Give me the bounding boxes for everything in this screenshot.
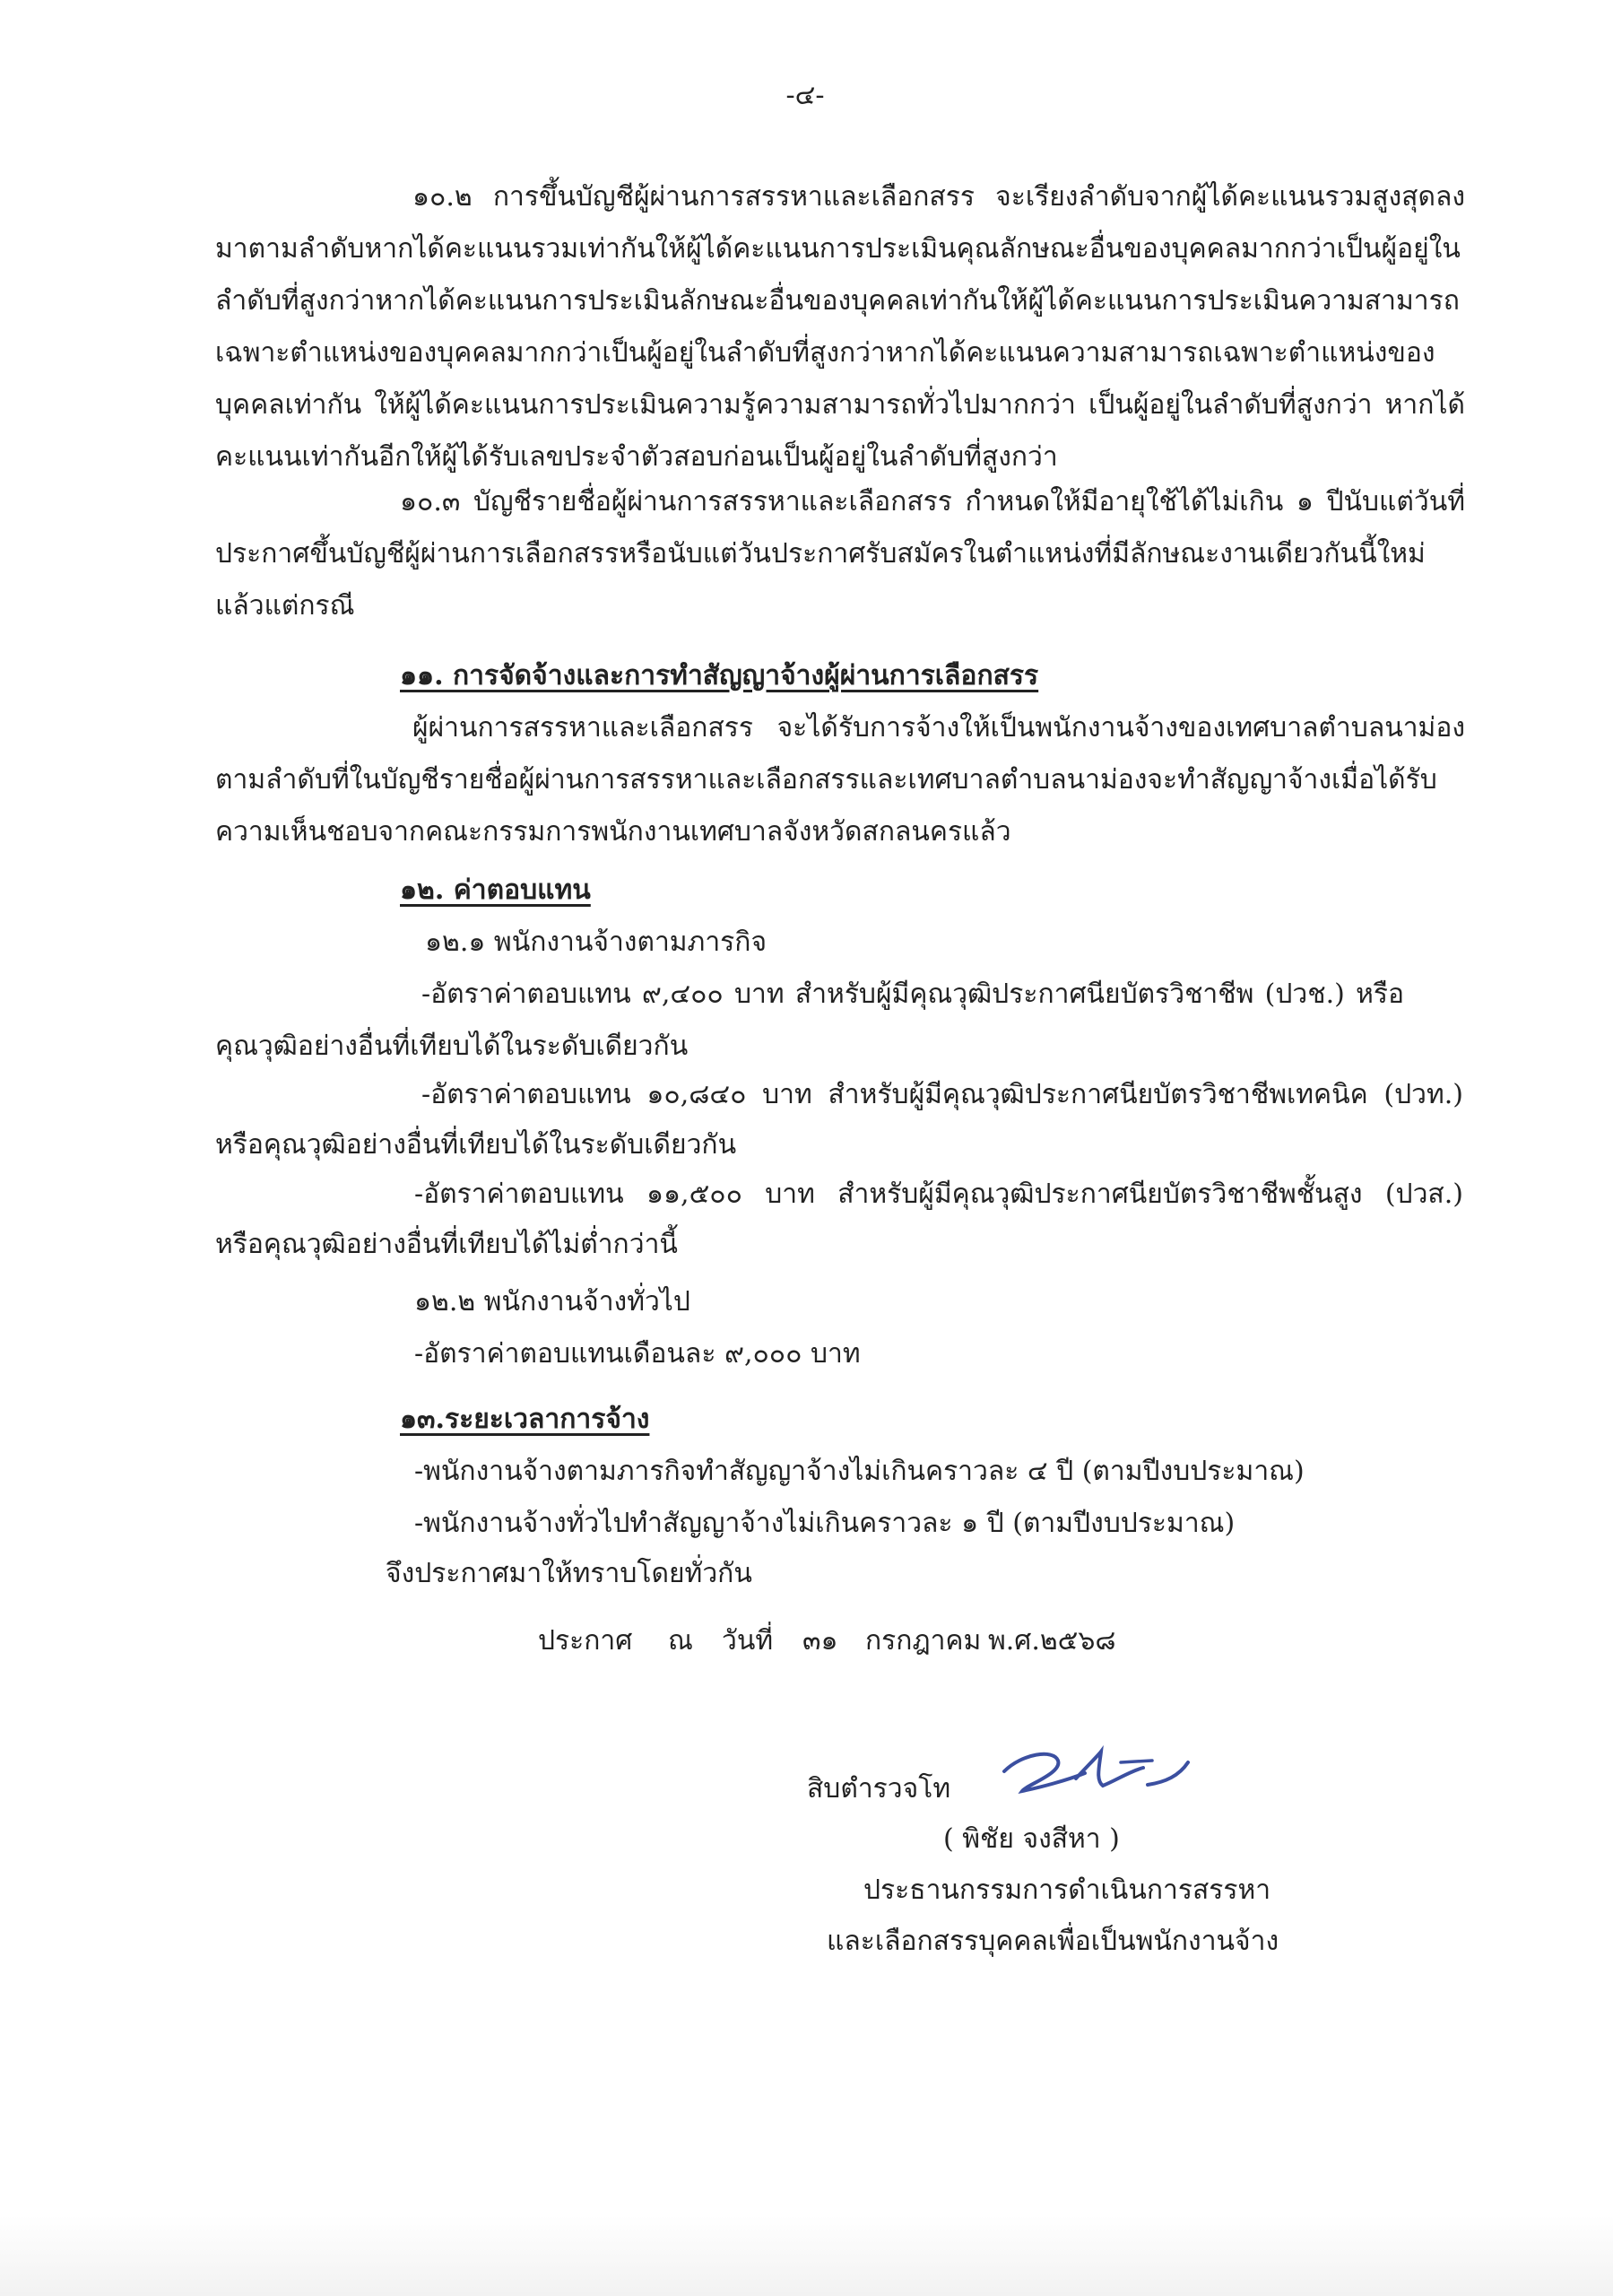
section10-3-line2: ประกาศขึ้นบัญชีผู้ผ่านการเลือกสรรหรือนับแต่วันประกาศรับสมัครในตำแหน่งที่มีลักษณะงานเดียวกันนี้ใหม่: [215, 538, 1426, 570]
announce-year: พ.ศ.๒๕๖๘: [988, 1625, 1116, 1657]
section11-line2: ตามลำดับที่ในบัญชีรายชื่อผู้ผ่านการสรรหาและเลือกสรรและเทศบาลตำบลนาม่องจะทำสัญญาจ้างเมื่อได้รับ: [215, 764, 1437, 796]
page-number: -๔-: [785, 80, 825, 111]
announce-at: ณ: [668, 1625, 693, 1657]
section12-rate3-line1: -อัตราค่าตอบแทน ๑๑,๕๐๐ บาท สำหรับผู้มีคุณวุฒิประกาศนียบัตรวิชาชีพชั้นสูง (ปวส.): [414, 1178, 1463, 1210]
handwritten-signature: [986, 1735, 1219, 1807]
page-bottom-shading: [0, 2215, 1613, 2296]
section10-3-line3: แล้วแต่กรณี: [215, 590, 355, 622]
section12-rate1-line1: -อัตราค่าตอบแทน ๙,๔๐๐ บาท สำหรับผู้มีคุณวุฒิประกาศนียบัตรวิชาชีพ (ปวช.) หรือ: [421, 978, 1404, 1010]
section10-2-line2: มาตามลำดับหากได้คะแนนรวมเท่ากันให้ผู้ได้คะแนนการประเมินคุณลักษณะอื่นของบุคคลมากกว่าเป็นผู้อยู่ใน: [215, 233, 1461, 265]
section13-heading: ๑๓.ระยะเวลาการจ้าง: [400, 1404, 650, 1435]
section12-rate2-line2: หรือคุณวุฒิอย่างอื่นที่เทียบได้ในระดับเดียวกัน: [215, 1129, 737, 1161]
section12-rate2-line1: -อัตราค่าตอบแทน ๑๐,๘๔๐ บาท สำหรับผู้มีคุณวุฒิประกาศนียบัตรวิชาชีพเทคนิค (ปวท.): [421, 1079, 1463, 1110]
section11-line3: ความเห็นชอบจากคณะกรรมการพนักงานเทศบาลจังหวัดสกลนครแล้ว: [215, 816, 1011, 848]
section10-2-line1: ๑๐.๒ การขึ้นบัญชีผู้ผ่านการสรรหาและเลือกสรร จะเรียงลำดับจากผู้ได้คะแนนรวมสูงสุดลง: [412, 181, 1465, 213]
section12-rate1-line2: คุณวุฒิอย่างอื่นที่เทียบได้ในระดับเดียวกัน: [215, 1031, 689, 1062]
section10-2-line3: ลำดับที่สูงกว่าหากได้คะแนนการประเมินลักษณะอื่นของบุคคลเท่ากันให้ผู้ได้คะแนนการประเมินความสามารถ: [215, 285, 1460, 317]
section13-item1: -พนักงานจ้างตามภารกิจทำสัญญาจ้างไม่เกินคราวละ ๔ ปี (ตามปีงบประมาณ): [414, 1456, 1305, 1487]
section11-heading: ๑๑. การจัดจ้างและการทำสัญญาจ้างผู้ผ่านการเลือกสรร: [400, 660, 1039, 691]
signer-rank: สิบตำรวจโท: [807, 1773, 951, 1805]
section12-heading: ๑๒. ค่าตอบแทน: [400, 874, 591, 906]
section12-rate3-line2: หรือคุณวุฒิอย่างอื่นที่เทียบได้ไม่ต่ำกว่านี้: [215, 1229, 678, 1260]
announce-label: ประกาศ: [538, 1625, 633, 1657]
signer-title-line2: และเลือกสรรบุคคลเพื่อเป็นพนักงานจ้าง: [827, 1926, 1279, 1957]
section13-item2: -พนักงานจ้างทั่วไปทำสัญญาจ้างไม่เกินคราวละ ๑ ปี (ตามปีงบประมาณ): [414, 1508, 1236, 1539]
section10-2-line4: เฉพาะตำแหน่งของบุคคลมากกว่าเป็นผู้อยู่ในลำดับที่สูงกว่าหากได้คะแนนความสามารถเฉพาะตำแหน่งของ: [215, 337, 1435, 369]
announce-month: กรกฎาคม: [865, 1625, 982, 1657]
section10-2-line6: คะแนนเท่ากันอีกให้ผู้ได้รับเลขประจำตัวสอบก่อนเป็นผู้อยู่ในลำดับที่สูงกว่า: [215, 441, 1058, 473]
announce-day: ๓๑: [802, 1625, 838, 1657]
signer-name: ( พิชัย จงสีหา ): [943, 1823, 1120, 1855]
section10-2-line5: บุคคลเท่ากัน ให้ผู้ได้คะแนนการประเมินความรู้ความสามารถทั่วไปมากกว่า เป็นผู้อยู่ในลำดับที่สูงกว่า หากได้: [215, 389, 1465, 421]
closing-statement: จึงประกาศมาให้ทราบโดยทั่วกัน: [386, 1558, 752, 1589]
section10-3-line1: ๑๐.๓ บัญชีรายชื่อผู้ผ่านการสรรหาและเลือกสรร กำหนดให้มีอายุใช้ได้ไม่เกิน ๑ ปีนับแต่วันที่: [400, 486, 1465, 517]
signer-title-line1: ประธานกรรมการดำเนินการสรรหา: [863, 1874, 1271, 1906]
section12-2-rate: -อัตราค่าตอบแทนเดือนละ ๙,๐๐๐ บาท: [414, 1338, 861, 1370]
announce-day-label: วันที่: [722, 1625, 774, 1657]
section12-1-title: ๑๒.๑ พนักงานจ้างตามภารกิจ: [425, 926, 767, 958]
section11-line1: ผู้ผ่านการสรรหาและเลือกสรร จะได้รับการจ้างให้เป็นพนักงานจ้างของเทศบาลตำบลนาม่อง: [412, 712, 1465, 744]
section12-2-title: ๑๒.๒ พนักงานจ้างทั่วไป: [414, 1286, 690, 1318]
